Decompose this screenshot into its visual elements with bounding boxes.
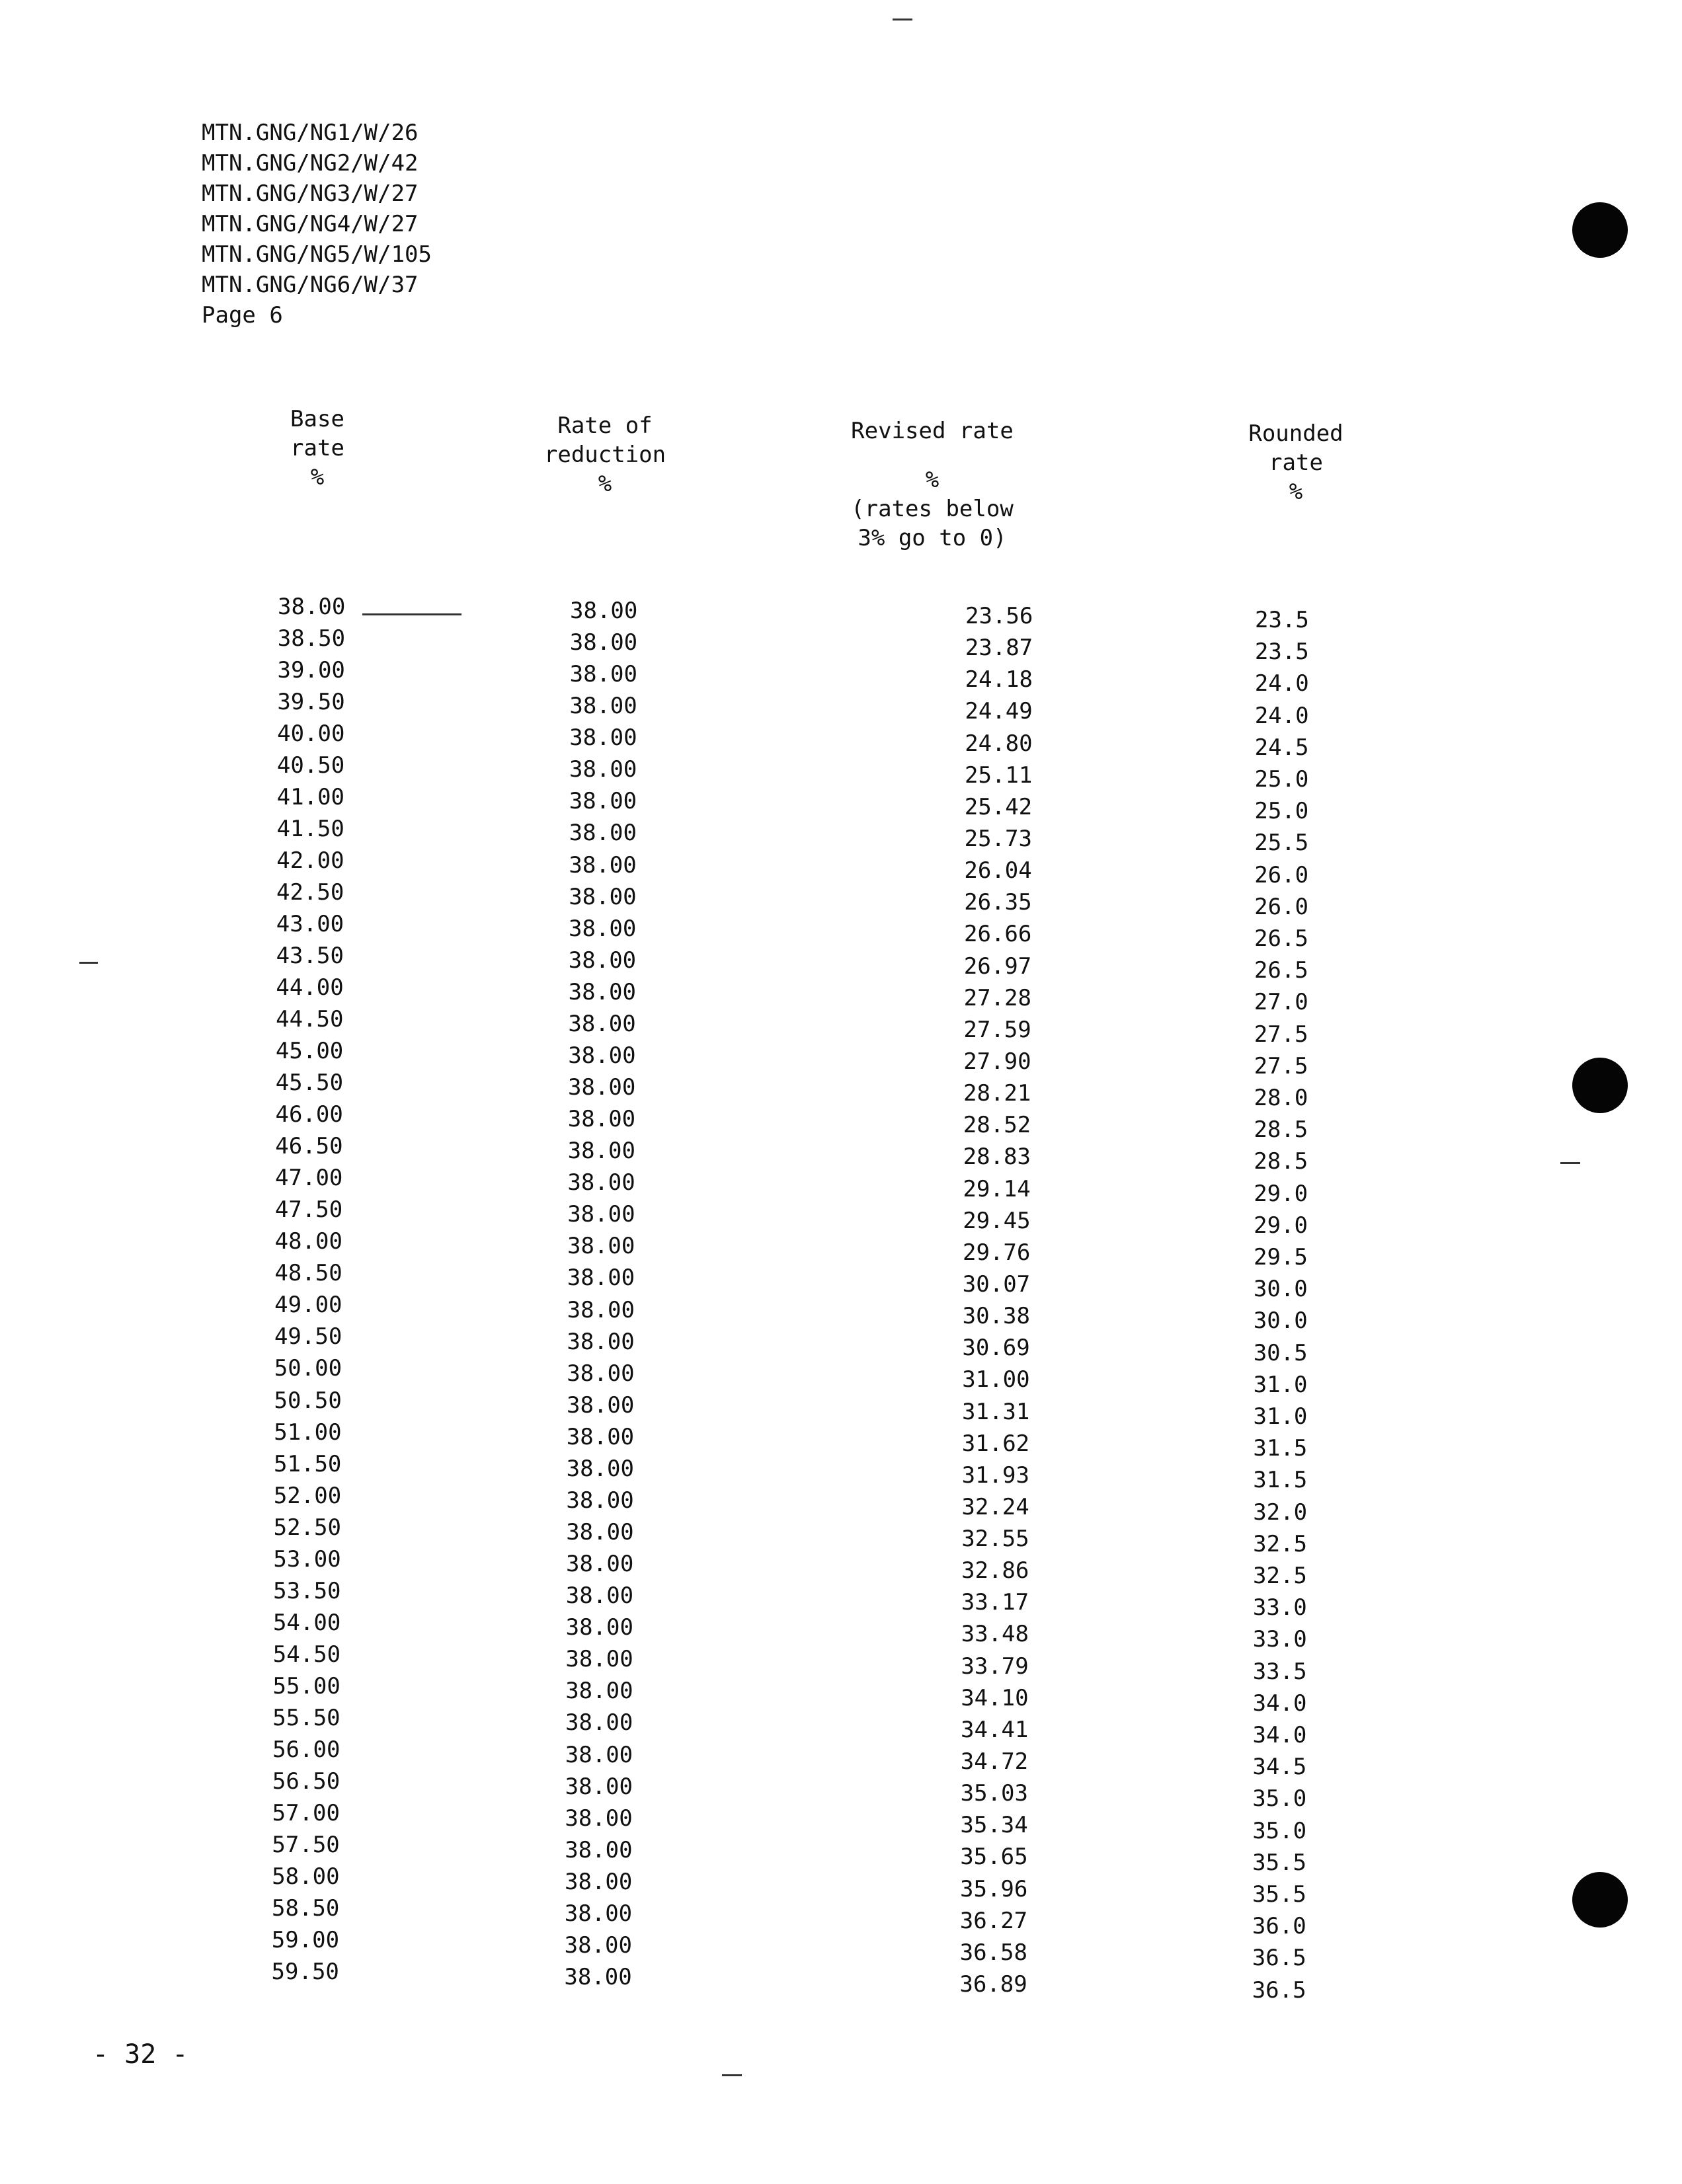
reduction-cell: 38.00 [565,1773,633,1800]
rounded-rate-cell: 32.5 [1253,1530,1307,1557]
rounded-rate-cell: 27.0 [1254,989,1308,1016]
header-line: reduction [543,442,666,468]
reduction-cell: 38.00 [567,1169,635,1196]
base-rate-cell: 55.50 [272,1704,340,1731]
base-rate-cell: 54.00 [272,1609,341,1636]
revised-rate-cell: 32.24 [961,1493,1029,1520]
rounded-rate-cell: 31.5 [1253,1467,1308,1494]
rounded-rate-cell: 33.0 [1252,1594,1307,1621]
base-rate-cell: 46.50 [275,1133,343,1160]
reduction-cell: 38.00 [565,1741,633,1768]
reduction-cell: 38.00 [567,1391,635,1419]
rounded-rate-cell: 33.0 [1252,1626,1307,1653]
rounded-rate-cell: 26.5 [1254,957,1308,984]
rounded-rate-cell: 34.0 [1252,1690,1307,1717]
rounded-rate-cell: 32.5 [1253,1563,1307,1589]
revised-rate-cell: 25.42 [964,793,1033,820]
reduction-cell: 38.00 [569,851,637,878]
header-line: Revised rate [851,418,1014,444]
revised-rate-cell: 27.90 [963,1048,1031,1075]
revised-rate-cell: 31.31 [962,1398,1030,1425]
rounded-rate-cell: 30.0 [1253,1276,1308,1303]
base-rate-cell: 51.50 [274,1450,342,1477]
revised-rate-cell: 23.56 [965,603,1033,629]
reduction-cell: 38.00 [570,598,638,624]
rounded-rate-cell: 24.0 [1254,670,1309,697]
revised-rate-cell: 28.52 [963,1112,1031,1139]
reduction-cell: 38.00 [565,1868,633,1895]
rounded-rate-cell: 32.0 [1253,1499,1308,1526]
reduction-cell: 38.00 [569,915,637,942]
revised-rate-cell: 35.34 [960,1812,1028,1839]
punch-hole [1572,1872,1628,1928]
rounded-rate-cell: 24.5 [1254,734,1309,761]
reduction-cell: 38.00 [565,1709,633,1736]
revised-rate-cell: 24.49 [965,698,1033,725]
reduction-cell: 38.00 [568,1042,636,1069]
reduction-cell: 38.00 [564,1931,632,1959]
reduction-cell: 38.00 [567,1360,635,1387]
base-rate-cell: 42.50 [276,879,344,906]
base-rate-cell: 49.50 [274,1323,342,1350]
base-rate-cell: 53.00 [273,1545,341,1573]
revised-rate-cell: 24.80 [965,730,1033,757]
rounded-rate-cell: 28.5 [1254,1116,1308,1144]
reduction-cell: 38.00 [569,788,637,815]
reduction-cell: 38.00 [569,661,637,688]
base-rate-cell: 59.00 [271,1926,340,1953]
reference-line: MTN.GNG/NG3/W/27 [202,180,419,207]
scan-mark [722,2074,742,2076]
base-rate-cell: 41.50 [276,816,344,843]
scan-mark [1560,1162,1580,1164]
rounded-rate-cell: 29.5 [1254,1244,1308,1270]
rounded-rate-cell: 29.0 [1254,1212,1308,1239]
reduction-cell: 38.00 [567,1233,635,1260]
revised-rate-cell: 26.97 [963,953,1032,980]
base-rate-cell: 47.50 [274,1196,343,1224]
reduction-cell: 38.00 [567,1265,635,1292]
revised-rate-cell: 31.93 [961,1462,1029,1489]
base-rate-cell: 53.50 [273,1577,341,1604]
rounded-rate-cell: 35.5 [1252,1849,1306,1876]
reduction-cell: 38.00 [567,1328,635,1355]
rounded-rate-cell: 34.0 [1252,1722,1307,1748]
base-rate-cell: 58.00 [272,1863,340,1890]
page-number: - 32 - [93,2039,188,2070]
reduction-cell: 38.00 [567,1201,635,1228]
document-references [202,118,432,331]
header-line: % [1289,479,1303,505]
rounded-rate-cell: 33.5 [1252,1658,1307,1685]
base-rate-cell: 40.00 [277,721,345,748]
base-rate-cell: 38.00 [278,594,346,620]
reduction-cell: 38.00 [569,820,637,847]
base-rate-cell: 59.50 [271,1958,339,1985]
reference-line: MTN.GNG/NG4/W/27 [202,211,419,237]
base-rate-cell: 41.00 [276,784,345,811]
base-rate-cell: 56.00 [272,1736,340,1763]
base-rate-cell: 58.50 [271,1894,340,1922]
rounded-rate-cell: 36.5 [1252,1945,1306,1972]
rounded-rate-cell: 26.0 [1254,893,1308,920]
base-rate-cell: 50.50 [274,1387,342,1414]
rounded-rate-cell: 26.5 [1254,925,1308,952]
base-rate-cell: 40.50 [276,752,345,779]
scan-mark [893,19,912,20]
reduction-cell: 38.00 [569,883,637,910]
base-rate-cell: 57.50 [272,1831,340,1858]
revised-rate-cell: 25.11 [965,761,1033,789]
revised-rate-cell: 35.65 [960,1844,1028,1871]
header-line: % [310,464,325,490]
reduction-cell: 38.00 [564,1900,633,1927]
revised-rate-cell: 24.18 [965,666,1033,693]
rounded-rate-cell: 30.5 [1253,1339,1308,1366]
base-rate-cell: 42.00 [276,847,344,875]
revised-rate-cell: 34.10 [961,1684,1029,1711]
reference-line: MTN.GNG/NG5/W/105 [202,241,432,268]
revised-rate-cell: 26.66 [964,921,1032,948]
revised-rate-cell: 29.76 [963,1239,1031,1266]
punch-hole [1572,1058,1628,1113]
revised-rate-cell: 26.04 [964,857,1032,884]
base-rate-cell: 46.00 [275,1101,343,1128]
reduction-cell: 38.00 [569,724,637,752]
base-rate-cell: 57.00 [272,1799,340,1826]
revised-rate-cell: 31.00 [962,1366,1030,1393]
revised-rate-cell: 29.14 [963,1175,1031,1202]
revised-rate-cell: 27.59 [963,1016,1031,1043]
header-revised-rate [820,416,1045,553]
rounded-rate-cell: 30.0 [1253,1307,1308,1335]
reduction-cell: 38.00 [569,693,637,720]
header-line: % [925,467,940,493]
reduction-cell: 38.00 [565,1678,633,1705]
revised-rate-cell: 30.69 [962,1335,1030,1362]
revised-rate-cell: 35.03 [960,1780,1028,1807]
reduction-cell: 38.00 [566,1487,634,1514]
reduction-cell: 38.00 [565,1836,633,1863]
rounded-rate-cell: 24.0 [1254,702,1309,729]
revised-rate-cell: 35.96 [960,1875,1028,1902]
reference-line: MTN.GNG/NG2/W/42 [202,150,419,176]
revised-rate-cell: 34.72 [960,1748,1029,1775]
rounded-rate-cell: 36.0 [1252,1913,1306,1940]
revised-rate-cell: 26.35 [964,889,1032,916]
reduction-cell: 38.00 [568,947,637,974]
rounded-rate-cell: 28.5 [1254,1148,1308,1175]
reference-line: MTN.GNG/NG1/W/26 [202,120,419,146]
reduction-cell: 38.00 [566,1519,634,1546]
base-rate-cell: 39.00 [277,657,345,684]
revised-rate-cell: 33.17 [961,1589,1029,1616]
base-rate-cell: 54.50 [272,1641,341,1668]
header-rounded-rate [1210,419,1382,506]
rounded-rate-cell: 35.5 [1252,1881,1306,1908]
rounded-rate-cell: 25.0 [1254,798,1309,825]
base-rate-cell: 48.00 [274,1228,342,1255]
reference-line: MTN.GNG/NG6/W/37 [202,272,419,298]
rounded-rate-cell: 28.0 [1254,1085,1308,1111]
base-rate-cell: 43.00 [276,911,344,938]
revised-rate-cell: 36.89 [959,1971,1027,1998]
revised-rate-cell: 28.21 [963,1080,1031,1107]
revised-rate-cell: 33.48 [961,1621,1029,1648]
rounded-rate-cell: 25.0 [1254,766,1309,793]
base-rate-cell: 55.00 [272,1672,340,1699]
revised-rate-cell: 36.58 [959,1939,1027,1966]
rounded-rate-cell: 35.0 [1252,1785,1307,1813]
base-rate-cell: 52.00 [273,1482,342,1509]
rounded-rate-cell: 31.0 [1253,1371,1308,1398]
base-rate-cell: 52.50 [273,1514,341,1541]
page-label: Page 6 [202,302,283,329]
header-line: Rounded [1248,420,1343,447]
revised-rate-cell: 29.45 [963,1207,1031,1234]
header-line: rate [1269,449,1323,476]
header-line: Base [290,406,344,432]
rounded-rate-cell: 29.0 [1254,1180,1308,1207]
base-rate-cell: 38.50 [277,625,346,652]
header-line: 3% go to 0) [858,525,1007,551]
base-rate-cell: 45.50 [275,1070,344,1097]
reduction-cell: 38.00 [564,1964,632,1990]
revised-rate-cell: 25.73 [964,825,1032,852]
reduction-cell: 38.00 [565,1805,633,1832]
reduction-cell: 38.00 [565,1614,633,1641]
revised-rate-cell: 31.62 [961,1430,1030,1457]
revised-rate-cell: 32.86 [961,1557,1029,1584]
rounded-rate-cell: 23.5 [1254,639,1309,666]
header-base-rate [251,405,383,492]
reduction-cell: 38.00 [566,1551,634,1578]
rounded-rate-cell: 27.5 [1254,1052,1308,1079]
revised-rate-cell: 23.87 [965,635,1033,662]
rounded-rate-cell: 31.0 [1253,1403,1308,1430]
base-rate-cell: 39.50 [277,689,345,716]
base-rate-cell: 51.00 [274,1419,342,1446]
base-rate-cell: 44.00 [276,974,344,1001]
base-rate-cell: 44.50 [276,1006,344,1033]
reduction-cell: 38.00 [567,1138,635,1165]
reduction-cell: 38.00 [565,1646,633,1673]
base-rate-cell: 43.50 [276,943,344,970]
rounded-rate-cell: 25.5 [1254,830,1309,857]
scan-mark [79,962,98,964]
reduction-cell: 38.00 [568,1074,636,1101]
base-rate-cell: 49.00 [274,1292,342,1319]
revised-rate-cell: 30.38 [962,1303,1030,1330]
base-rate-cell: 56.50 [272,1768,340,1795]
header-line: % [598,471,612,497]
base-rate-cell: 45.00 [275,1038,344,1065]
reduction-cell: 38.00 [566,1423,635,1450]
revised-rate-cell: 30.07 [962,1270,1031,1298]
revised-rate-cell: 28.83 [963,1144,1031,1171]
reduction-cell: 38.00 [569,629,638,656]
revised-rate-cell: 33.79 [961,1653,1029,1680]
scan-mark [362,613,461,615]
base-rate-cell: 47.00 [275,1165,343,1192]
rounded-rate-cell: 23.5 [1255,607,1309,633]
base-rate-cell: 50.00 [274,1355,342,1382]
revised-rate-cell: 27.28 [963,984,1031,1011]
rounded-rate-cell: 35.0 [1252,1817,1307,1844]
reduction-cell: 38.00 [568,1010,636,1037]
punch-hole [1572,202,1628,258]
header-line: (rates below [851,496,1014,522]
reduction-cell: 38.00 [565,1582,634,1610]
reduction-cell: 38.00 [567,1296,635,1323]
rounded-rate-cell: 27.5 [1254,1021,1308,1048]
header-rate-of-reduction [509,411,701,498]
reduction-cell: 38.00 [566,1455,634,1482]
header-line: Rate of [557,412,653,439]
reduction-cell: 38.00 [567,1106,636,1133]
reduction-cell: 38.00 [568,978,636,1005]
base-rate-cell: 48.50 [274,1260,342,1287]
revised-rate-cell: 34.41 [961,1716,1029,1743]
rounded-rate-cell: 34.5 [1252,1754,1307,1781]
header-line: rate [290,435,344,461]
reduction-cell: 38.00 [569,756,637,783]
rounded-rate-cell: 31.5 [1253,1435,1308,1462]
revised-rate-cell: 36.27 [959,1907,1028,1934]
rounded-rate-cell: 26.0 [1254,861,1309,888]
rounded-rate-cell: 36.5 [1252,1976,1306,2004]
revised-rate-cell: 32.55 [961,1526,1029,1553]
